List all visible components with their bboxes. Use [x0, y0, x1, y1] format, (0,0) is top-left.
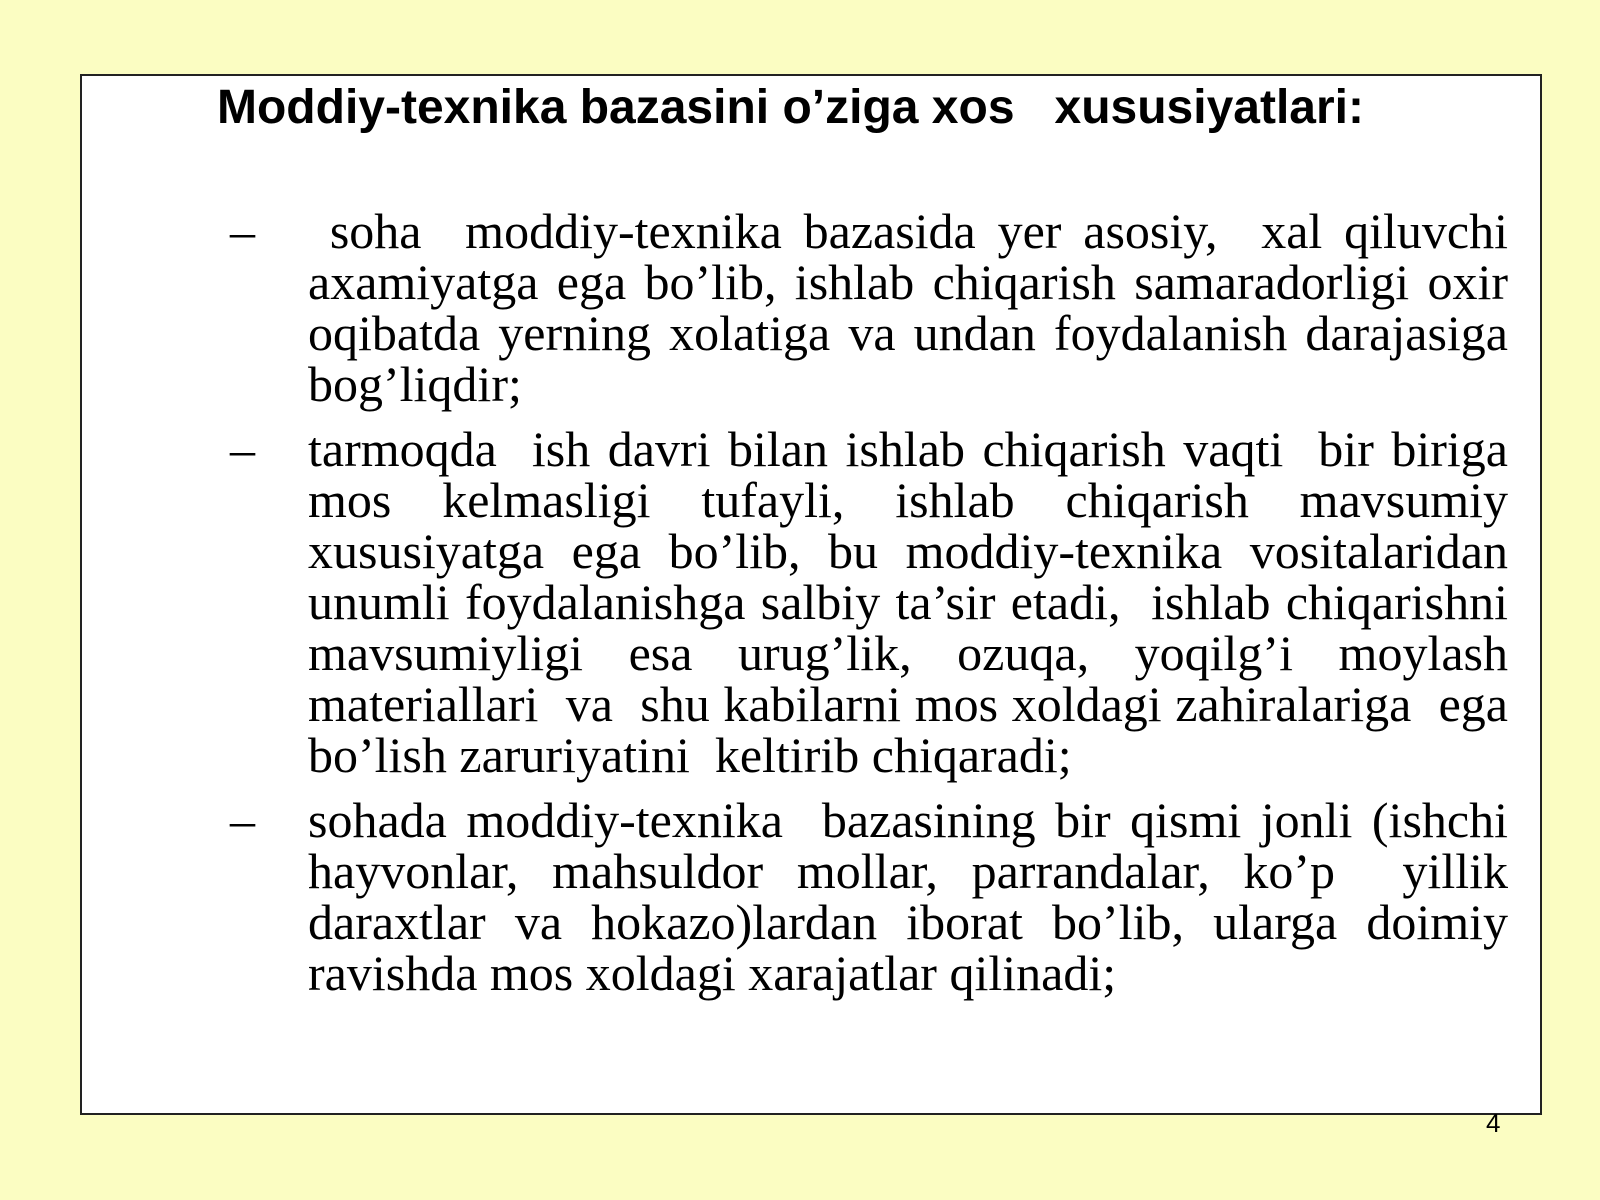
bullet-list	[230, 203, 1521, 1013]
bullet-item	[230, 421, 1521, 783]
bullet-text: tarmoqda ish davri bilan ishlab chiqarish vaqti bir biriga mos kelmasligi tufayli, ishlab chiqarish mavsumiy xususiyatga ega bo’lib, bu moddiy-texnika vositalaridan unumli foydalanishga salbiy ta’sir etadi, ishlab chiqarishni mavsumiyligi esa urug’lik, ozuqa, yoqilg’i moylash materiallari va shu kabilarni mos xoldagi zahiralariga ega bo’lish zaruriyatini keltirib chiqaradi;	[308, 421, 1521, 783]
page-number: 4	[1486, 1108, 1501, 1138]
slide-content-box	[80, 74, 1542, 1115]
dash-bullet-icon: –	[230, 792, 255, 848]
bullet-text: soha moddiy-texnika bazasida yer asosiy, xal qiluvchi axamiyatga ega bo’lib, ishlab chiqarish samaradorligi oxir oqibatda yerning xolatiga va undan foydalanish darajasiga bog’liqdir;	[308, 203, 1521, 412]
bullet-text: sohada moddiy-texnika bazasining bir qismi jonli (ishchi hayvonlar, mahsuldor mollar, parrandalar, ko’p yillik daraxtlar va hokazo)lardan iborat bo’lib, ularga doimiy ravishda mos xoldagi xarajatlar qilinadi;	[308, 792, 1521, 1001]
bullet-item	[230, 792, 1521, 1001]
bullet-item	[230, 203, 1521, 412]
slide-title: Moddiy-texnika bazasini o’ziga xos xususiyatlari:	[217, 81, 1364, 134]
dash-bullet-icon: –	[230, 421, 255, 477]
dash-bullet-icon: –	[230, 203, 255, 259]
